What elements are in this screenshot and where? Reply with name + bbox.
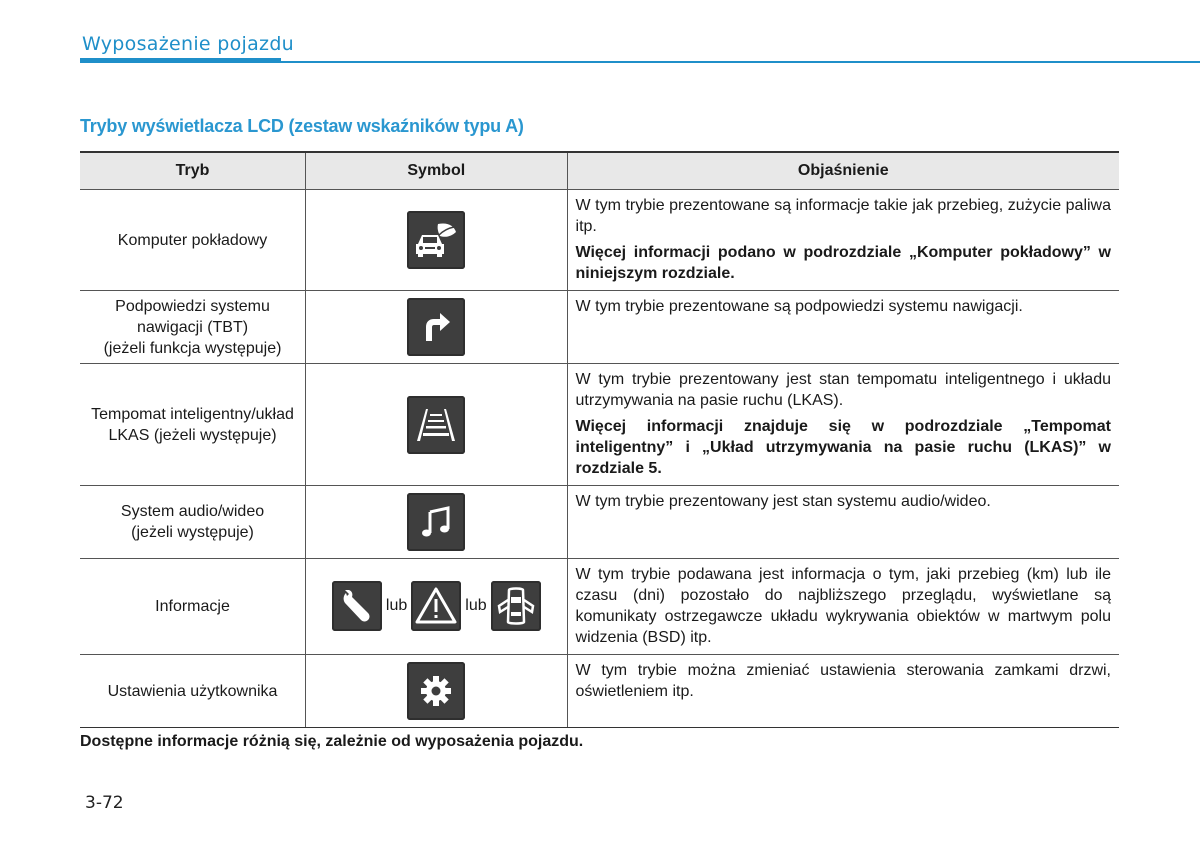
symbol-cell xyxy=(306,486,567,559)
mode-label-line: (jeżeli funkcja występuje) xyxy=(103,339,282,357)
mode-cell xyxy=(80,364,306,486)
mode-label-line: Tempomat inteligentny/układ xyxy=(91,405,294,423)
music-note-icon xyxy=(407,493,465,551)
explanation-cell xyxy=(567,655,1119,728)
turn-arrow-icon xyxy=(407,298,465,356)
mode-label-line: (jeżeli występuje) xyxy=(131,524,254,541)
lcd-modes-table xyxy=(80,151,1119,728)
mode-label-line: LKAS (jeżeli występuje) xyxy=(108,426,277,444)
mode-label: Ustawienia użytkownika xyxy=(107,682,278,700)
explanation-text: W tym trybie można zmieniać ustawienia sterowania zamkami drzwi, oświetleniem itp. xyxy=(575,662,1111,700)
connector-text: lub xyxy=(465,596,487,614)
table-header-row xyxy=(80,152,1119,190)
explanation-text: W tym trybie prezentowane są informacje takie jak przebieg, zużycie paliwa itp. xyxy=(575,197,1111,235)
header-symbol: Symbol xyxy=(306,152,567,190)
explanation-reference: Więcej informacji podano w podrozdziale „Komputer pokładowy” w niniejszym rozdziale. xyxy=(575,244,1111,282)
symbol-cell xyxy=(306,190,567,291)
table-row xyxy=(80,655,1119,728)
explanation-cell xyxy=(567,190,1119,291)
symbol-cell xyxy=(306,291,567,364)
explanation-cell xyxy=(567,291,1119,364)
mode-cell xyxy=(80,655,306,728)
page-number: 3-72 xyxy=(85,793,124,813)
table-row xyxy=(80,559,1119,655)
symbol-group xyxy=(332,581,541,631)
mode-cell xyxy=(80,291,306,364)
mode-cell xyxy=(80,190,306,291)
table-row xyxy=(80,190,1119,291)
explanation-text: W tym trybie prezentowany jest stan tempomatu inteligentnego i układu utrzymywania na pasie ruchu (LKAS). xyxy=(575,371,1111,409)
explanation-text: W tym trybie prezentowane są podpowiedzi systemu nawigacji. xyxy=(575,298,1023,315)
mode-label: Komputer pokładowy xyxy=(117,231,268,249)
mode-label-line: System audio/wideo xyxy=(120,503,265,520)
explanation-cell xyxy=(567,486,1119,559)
mode-label: Informacje xyxy=(155,598,230,615)
mode-label-line: nawigacji (TBT) xyxy=(136,318,249,336)
connector-text: lub xyxy=(385,596,408,614)
symbol-cell xyxy=(306,655,567,728)
gear-icon xyxy=(407,662,465,720)
header-mode: Tryb xyxy=(80,152,306,190)
mode-cell xyxy=(80,486,306,559)
symbol-cell xyxy=(306,364,567,486)
mode-label-line: Podpowiedzi systemu xyxy=(115,297,270,315)
header-rule xyxy=(281,61,1200,63)
mode-cell xyxy=(80,559,306,655)
explanation-text: W tym trybie podawana jest informacja o tym, jaki przebieg (km) lub ile czasu (dni) pozostało do najbliższego przeglądu, wyświetlane są komunikaty ostrzegawcze układu wykrywania obiektów w martwym polu widzenia (BSD) itp. xyxy=(575,566,1111,646)
table-row xyxy=(80,364,1119,486)
explanation-cell xyxy=(567,364,1119,486)
symbol-cell xyxy=(306,559,567,655)
explanation-text: W tym trybie prezentowany jest stan systemu audio/wideo. xyxy=(575,493,991,510)
wrench-icon xyxy=(332,581,382,631)
car-doors-open-icon xyxy=(491,581,541,631)
lane-assist-icon xyxy=(407,396,465,454)
header-accent-bar xyxy=(80,58,281,63)
header-explanation: Objaśnienie xyxy=(567,152,1119,190)
header-section-title: Wyposażenie pojazdu xyxy=(82,33,295,55)
section-title: Tryby wyświetlacza LCD (zestaw wskaźników typu A) xyxy=(80,116,524,136)
trip-computer-icon xyxy=(407,211,465,269)
table-row xyxy=(80,486,1119,559)
explanation-cell xyxy=(567,559,1119,655)
footnote: Dostępne informacje różnią się, zależnie od wyposażenia pojazdu. xyxy=(80,733,584,750)
explanation-reference: Więcej informacji znajduje się w podrozdziale „Tempomat inteligentny” i „Układ utrzymywania na pasie ruchu (LKAS)” w rozdziale 5. xyxy=(575,418,1111,477)
table-row xyxy=(80,291,1119,364)
warning-triangle-icon xyxy=(411,581,461,631)
